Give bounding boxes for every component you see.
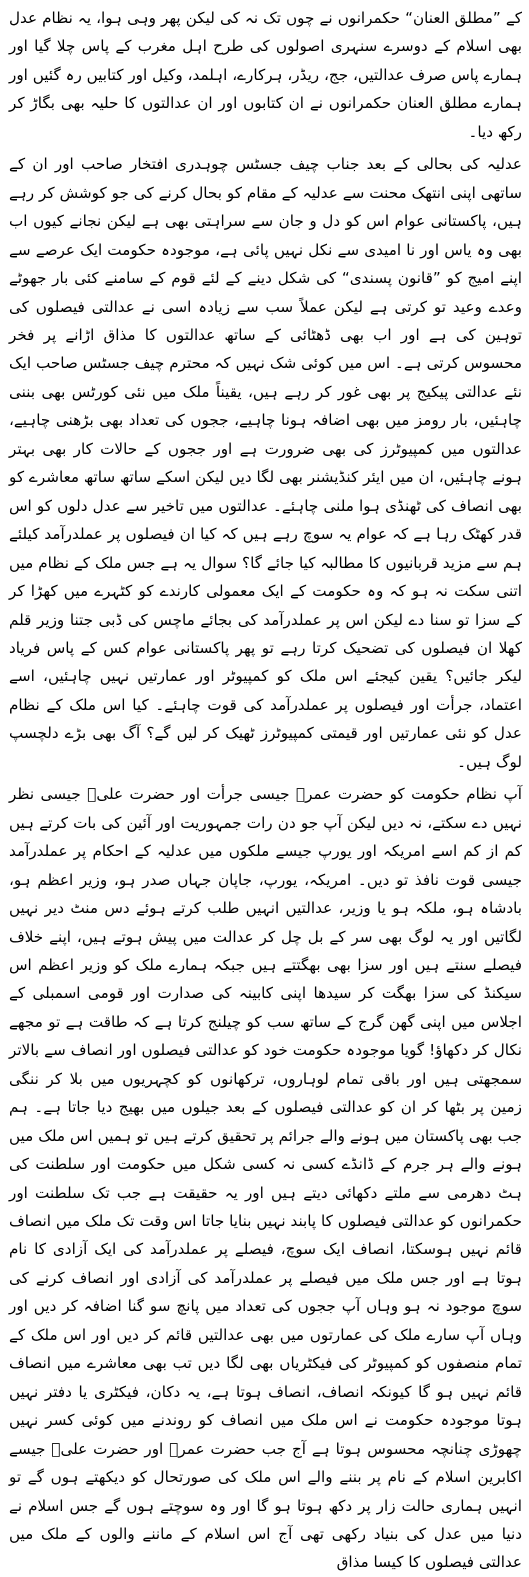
article-paragraph-3: آپ نظام حکومت کو حضرت عمرؓ جیسی جرأت اور حضرت علیؓ جیسی نظر نہیں دے سکتے، نہ دیں لیکن آپ جو دن رات جمہوریت اور آئین کی بات کرتے ہیں کم از کم اسے امریکہ اور یورپ جیسے ملکوں میں عدلیہ کے احکام پر عملدرآمد جیسی قوت نافذ تو دیں۔ امریکہ، یورپ، جاپان جہاں صدر ہو، وزیر اعظم ہو، بادشاہ ہو، ملکہ ہو یا وزیر، عدالتیں انہیں طلب کرتے ہوئے دس منٹ دیر نہیں لگاتیں اور یہ لوگ بھی سر کے بل چل کر عدالت میں پیش ہوتے ہیں، اپنے خلاف فیصلے سنتے ہیں اور سزا بھی بھگتتے ہیں جبکہ ہمارے ملک کو وزیر اعظم اس سیکنڈ کی سزا بھگت کر سیدھا اپنی کابینہ کی صدارت اور قومی اسمبلی کے اجلاس میں اپنی گھن گرج کے ساتھ سب کو چیلنج کرتا ہے کہ طاقت ہے تو مجھے نکال کر دکھاؤ! گویا موجودہ حکومت خود کو عدالتی فیصلوں اور انصاف سے بالاتر سمجھتی ہیں اور باقی تمام لوہاروں، ترکھانوں کو کچہریوں میں بلا کر ننگی زمین پر بٹھا کر ان کو عدالتی فیصلوں کے بعد جیلوں میں بھیج دیا جاتا ہے۔ ہم جب بھی پاکستان میں ہونے والے جرائم پر تحقیق کرتے ہیں تو ہمیں اس ملک میں ہونے والے ہر جرم کے ڈانڈے کسی نہ کسی شکل میں حکومت اور سلطنت کی ہٹ دھرمی سے ملتے دکھائی دیتے ہیں اور یہ حقیقت ہے جب تک سلطنت اور حکمرانوں کو عدالتی فیصلوں کا پابند نہیں بنایا جاتا اس وقت تک ملک میں انصاف قائم نہیں ہوسکتا، انصاف ایک سوچ، فیصلے پر عملدرآمد کی ایک آزادی کا نام ہوتا ہے اور جس ملک میں فیصلے پر عملدرآمد کی آزادی اور انصاف کرنے کی سوچ موجود نہ ہو وہاں آپ ججوں کی تعداد میں پانچ سو گنا اضافہ کر دیں اور وہاں آپ سارے ملک کی عمارتوں میں بھی عدالتیں قائم کر دیں اور اس ملک کے تمام منصفوں کو کمپیوٹر کی فیکٹریاں بھی لگا دیں تب بھی معاشرے میں انصاف قائم نہیں ہو گا کیونکہ انصاف، انصاف ہوتا ہے، یہ دکان، فیکٹری یا دفتر نہیں ہوتا موجودہ حکومت نے اس ملک میں انصاف کو روندنے میں کوئی کسر نہیں چھوڑی چنانچہ محسوس ہوتا ہے آج جب حضرت عمرؓ اور حضرت علیؓ جیسے اکابرین اسلام کے نام پر بننے والے اس ملک کی صورتحال کو دیکھتے ہوں گے تو انہیں ہماری حالت زار پر دکھ ہوتا ہو گا اور وہ سوچتے ہوں گے جس اسلام نے دنیا میں عدل کی بنیاد رکھی تھی آج اس اسلام کے ماننے والوں کے ملک میں عدالتی فیصلوں کا کیسا مذاق	[9, 785, 522, 1572]
article-paragraph-2: عدلیہ کی بحالی کے بعد جناب چیف جسٹس چوہدری افتخار صاحب اور ان کے ساتھی اپنی انتھک محنت سے عدلیہ کے مقام کو بحال کرنے کی جو کوشش کر رہے ہیں، پاکستانی عوام اس کو دل و جان سے سراہتی بھی ہے لیکن نجانے کیوں اب بھی وہ یاس اور نا امیدی سے نکل نہیں پائی ہے، موجودہ حکومت ایک عرصے سے اپنے امیج کو ”قانون پسندی“ کی شکل دینے کے لئے قوم کے سامنے کئی بار جھوٹے وعدے وعید تو کرتی ہے لیکن عملاً سب سے زیادہ اسی نے عدالتی فیصلوں کی توہین کی ہے اور اب بھی ڈھٹائی کے ساتھ عدالتوں کا مذاق اڑانے پر فخر محسوس کرتی ہے۔ اس میں کوئی شک نہیں کہ محترم چیف جسٹس صاحب ایک نئے عدالتی پیکیج پر بھی غور کر رہے ہیں، یقیناً ملک میں نئی کورٹس بھی بننی چاہئیں، بار رومز میں بھی اضافہ ہونا چاہیے، ججوں کی تعداد بھی بڑھنی چاہیے، عدالتوں میں کمپیوٹرز کی بھی ضرورت ہے اور ججوں کے حالات کار بھی بہتر ہونے چاہئیں، ان میں ایئر کنڈیشنر بھی لگا دیں لیکن اسکے ساتھ ساتھ معاشرے کو بھی انصاف کی ٹھنڈی ہوا ملنی چاہئے۔ عدالتوں میں تاخیر سے عدل دلوں کو اس قدر کھٹک رہا ہے کہ عوام یہ سوچ رہے ہیں کہ کیا ان فیصلوں پر عملدرآمد کیلئے ہم سے مزید قربانیوں کا مطالبہ کیا جائے گا؟ سوال یہ ہے جس ملک کے نظام میں اتنی سکت نہ ہو کہ وہ حکومت کے ایک معمولی کارندے کو کٹہرے میں کھڑا کر کے سزا تو سنا دے لیکن اس پر عملدرآمد کی بجائے ماچس کی ڈبی جتنا وزیر قلم کھلا ان فیصلوں کی تضحیک کرتا رہے تو پھر پاکستانی عوام کس کے پاس فریاد لیکر جائیں؟ یقین کیجئے اس ملک کو کمپیوٹر اور عمارتیں نہیں چاہئیں، اسے اعتماد، جرأت اور فیصلوں پر عملدرآمد کی قوت چاہئے۔ کیا اس ملک کے نظام عدل کو نئی عمارتیں اور قیمتی کمپیوٹرز ٹھیک کر لیں گے؟ آگ بھی بڑے دلچسپ لوگ ہیں۔	[9, 155, 522, 771]
article-paragraph-1: کے ”مطلق العنان“ حکمرانوں نے چوں تک نہ کی لیکن پھر وہی ہوا، یہ نظام عدل بھی اسلام کے دوسرے سنہری اصولوں کی طرح اہل مغرب کے پاس چلا گیا اور ہمارے پاس صرف عدالتیں، جج، ریڈر، ہرکارے، اہلمد، وکیل اور کتابیں رہ گئیں اور ہمارے مطلق العنان حکمرانوں نے ان کتابوں اور ان عدالتوں کا حلیہ بھی بگاڑ کر رکھ دیا۔	[9, 9, 522, 141]
